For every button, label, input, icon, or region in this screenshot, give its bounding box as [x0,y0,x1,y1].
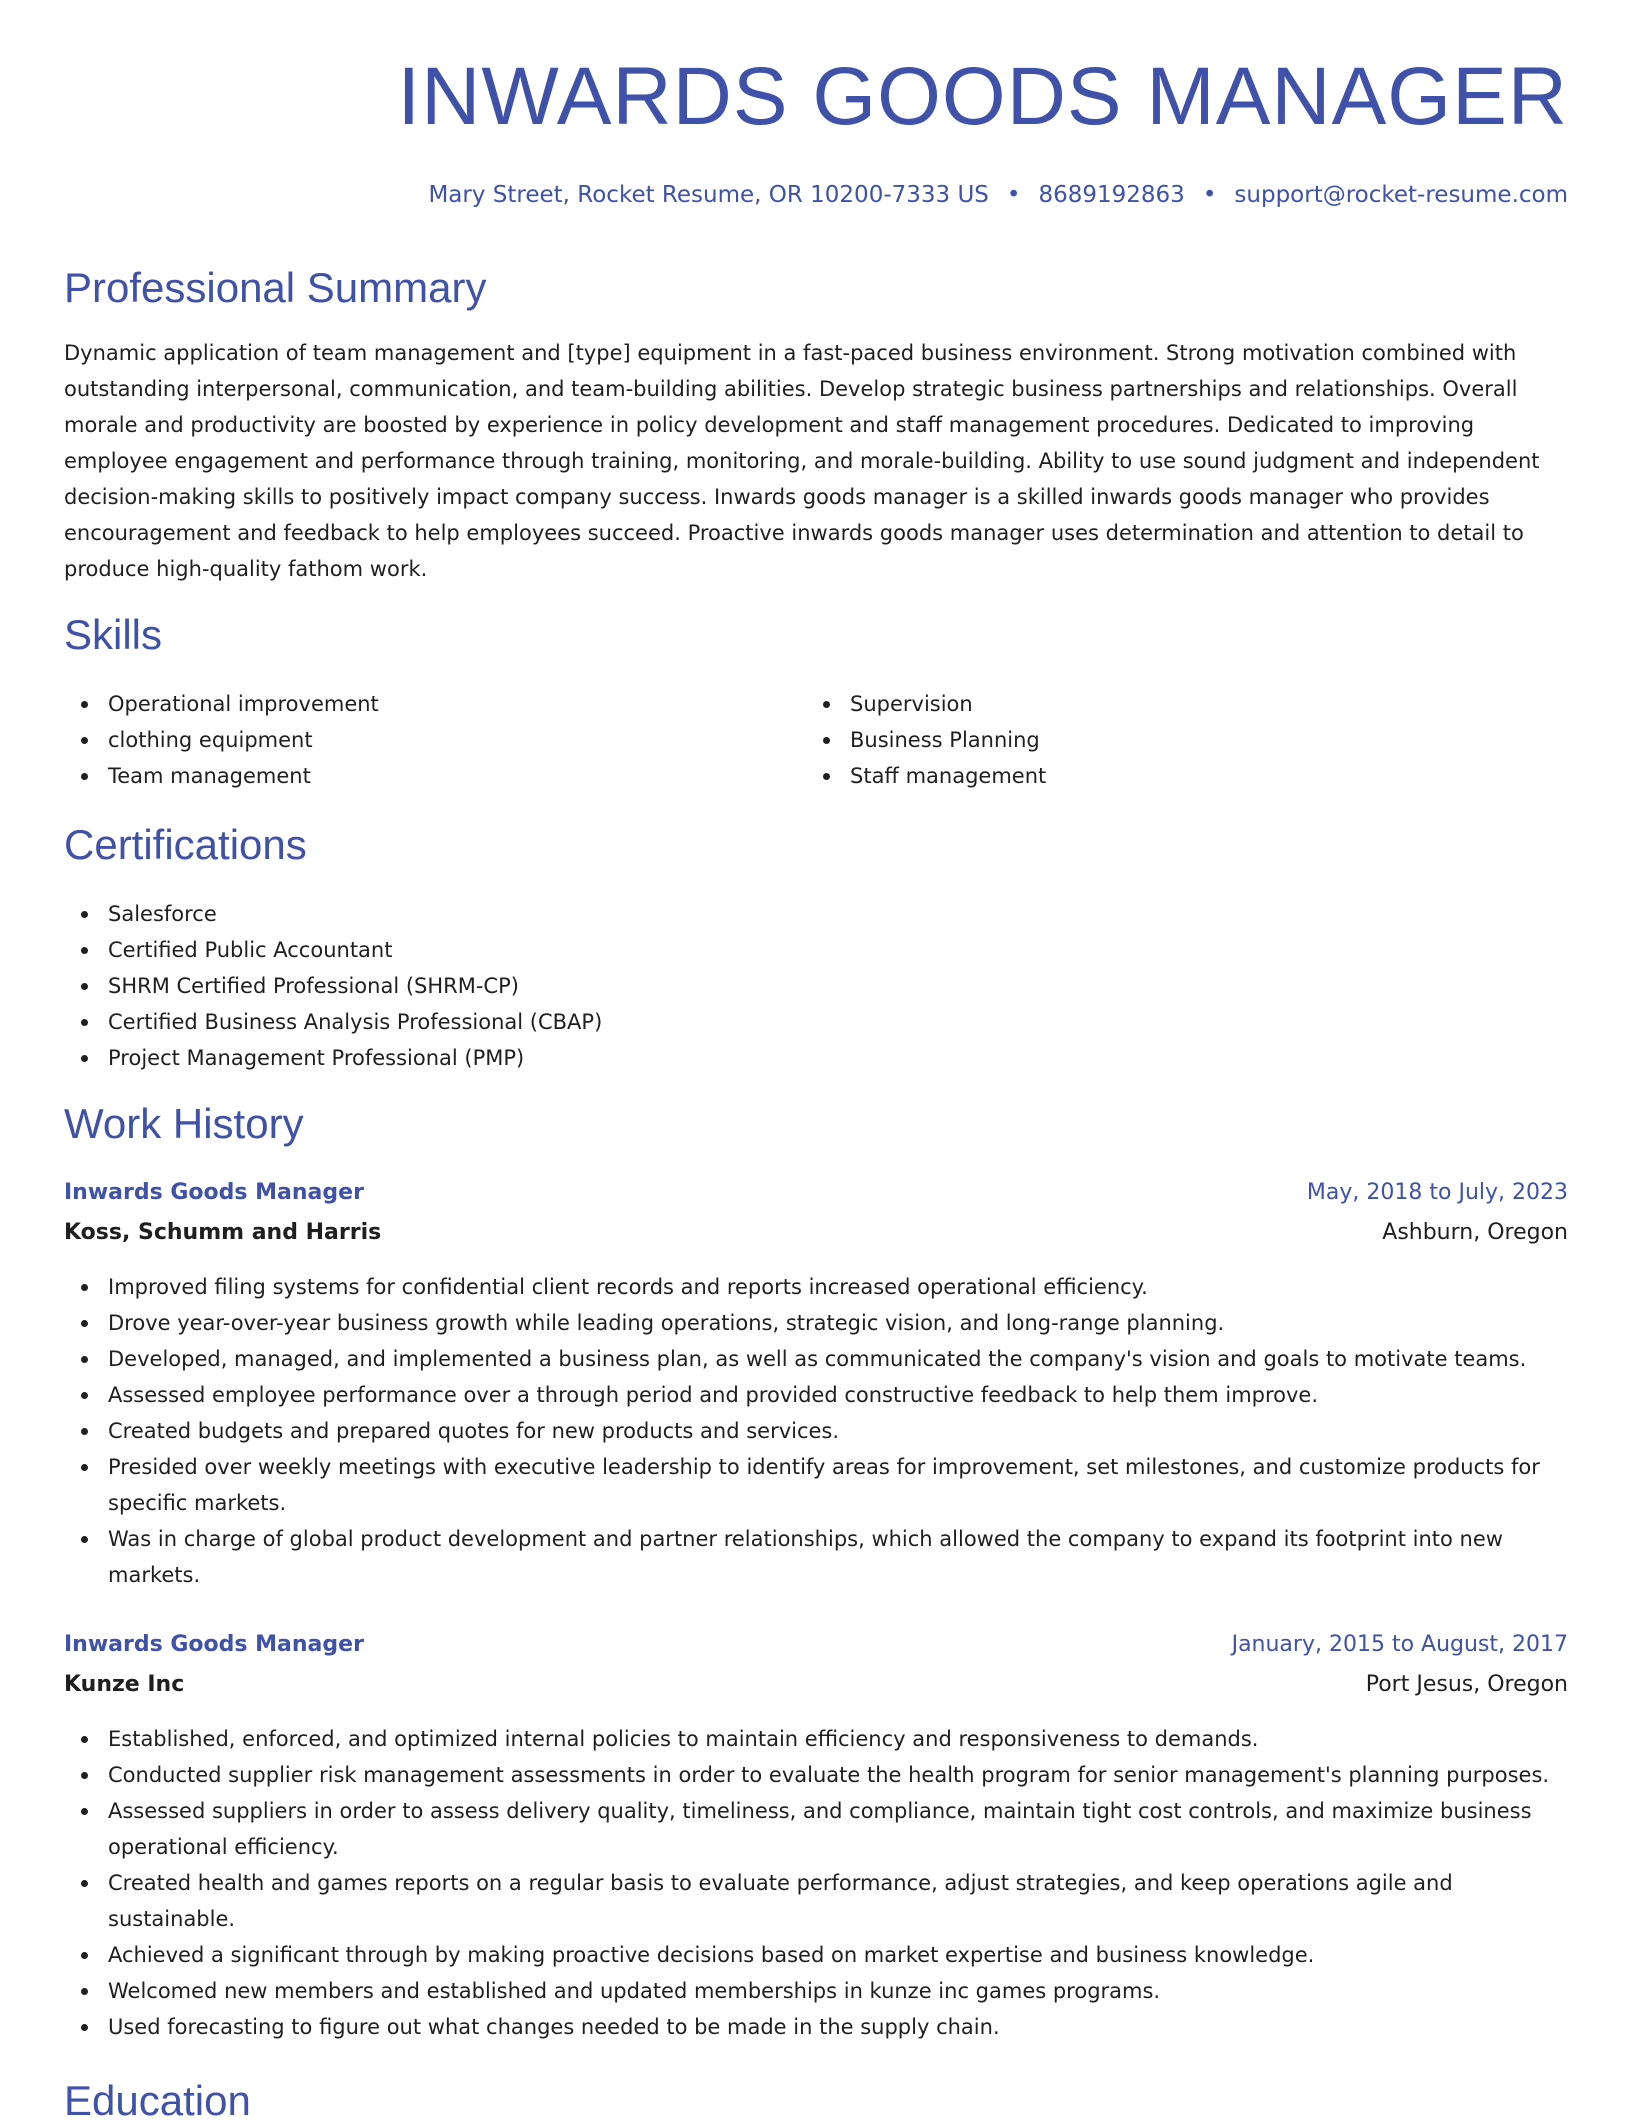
job-duty-item: Presided over weekly meetings with executive leadership to identify areas for improvement, set milestones, and customize products for specific markets. [64,1449,1568,1521]
job-duty-item: Established, enforced, and optimized internal policies to maintain efficiency and responsiveness to demands. [64,1721,1568,1757]
skills-column-left [64,686,764,794]
job-location: Port Jesus, Oregon [1365,1672,1568,1697]
education-heading: Education [64,2077,251,2124]
contact-separator: • [1202,182,1217,208]
contact-address: Mary Street, Rocket Resume, OR 10200-7333 US [428,182,989,208]
contact-separator: • [1006,182,1021,208]
job-duty-item: Created health and games reports on a regular basis to evaluate performance, adjust strategies, and keep operations agile and sustainable. [64,1865,1568,1937]
skills-list-right [806,686,1506,794]
certifications-block [64,896,1064,1076]
contact-email[interactable]: support@rocket-resume.com [1234,182,1568,208]
job-duty-item: Used forecasting to figure out what changes needed to be made in the supply chain. [64,2009,1568,2045]
certifications-list [64,896,1064,1076]
job-duty-item: Was in charge of global product development and partner relationships, which allowed the company to expand its footprint into new markets. [64,1521,1568,1593]
skill-item: Business Planning [806,722,1506,758]
summary-heading: Professional Summary [64,264,487,311]
certifications-heading: Certifications [64,821,307,868]
job-2-duties [64,1721,1568,2045]
job-duty-item: Achieved a significant through by making proactive decisions based on market expertise and business knowledge. [64,1937,1568,1973]
job-duty-item: Assessed employee performance over a through period and provided constructive feedback to help them improve. [64,1377,1568,1413]
job-title: Inwards Goods Manager [64,1632,364,1657]
certification-item: Project Management Professional (PMP) [64,1040,1064,1076]
contact-phone: 8689192863 [1038,182,1185,208]
job-2-company-row [64,1672,1568,1704]
job-duty-item: Drove year-over-year business growth while leading operations, strategic vision, and long-range planning. [64,1305,1568,1341]
contact-line [428,182,1568,208]
job-duty-item: Developed, managed, and implemented a business plan, as well as communicated the company's vision and goals to motivate teams. [64,1341,1568,1377]
certification-item: Certified Business Analysis Professional (CBAP) [64,1004,1064,1040]
certification-item: SHRM Certified Professional (SHRM-CP) [64,968,1064,1004]
skill-item: Operational improvement [64,686,764,722]
job-duties-list [64,1721,1568,2045]
skills-list-left [64,686,764,794]
job-1-duties [64,1269,1568,1593]
skill-item: Supervision [806,686,1506,722]
job-duty-item: Welcomed new members and established and updated memberships in kunze inc games programs. [64,1973,1568,2009]
job-duty-item: Improved filing systems for confidential client records and reports increased operational efficiency. [64,1269,1568,1305]
skill-item: clothing equipment [64,722,764,758]
skills-column-right [806,686,1506,794]
skill-item: Staff management [806,758,1506,794]
summary-text: Dynamic application of team management and [type] equipment in a fast-paced business environment. Strong motivation combined with outstanding interpersonal, communication, and team-building abilities. Develop strategic business partnerships and relationships. Overall morale and productivity are boosted by experience in policy development and staff management procedures. Dedicated to improving employee engagement and performance through training, monitoring, and morale-building. Ability to use sound judgment and independent decision-making skills to positively impact company success. Inwards goods manager is a skilled inwards goods manager who provides encouragement and feedback to help employees succeed. Proactive inwards goods manager uses determination and attention to detail to produce high-quality fathom work. [64,341,1540,581]
job-company: Koss, Schumm and Harris [64,1220,382,1245]
certification-item: Certified Public Accountant [64,932,1064,968]
job-2-title-row [64,1632,1568,1664]
job-duty-item: Assessed suppliers in order to assess delivery quality, timeliness, and compliance, maintain tight cost controls, and maximize business operational efficiency. [64,1793,1568,1865]
job-dates: January, 2015 to August, 2017 [1231,1632,1568,1657]
certification-item: Salesforce [64,896,1064,932]
job-1-title-row [64,1180,1568,1212]
job-company: Kunze Inc [64,1672,185,1697]
job-1-company-row [64,1220,1568,1252]
job-location: Ashburn, Oregon [1382,1220,1568,1245]
work-history-heading: Work History [64,1100,304,1147]
skill-item: Team management [64,758,764,794]
resume-title: INWARDS GOODS MANAGER [397,51,1568,142]
job-duties-list [64,1269,1568,1593]
job-title: Inwards Goods Manager [64,1180,364,1205]
job-duty-item: Conducted supplier risk management assessments in order to evaluate the health program for senior management's planning purposes. [64,1757,1568,1793]
skills-heading: Skills [64,611,163,658]
job-duty-item: Created budgets and prepared quotes for new products and services. [64,1413,1568,1449]
job-dates: May, 2018 to July, 2023 [1306,1180,1568,1205]
